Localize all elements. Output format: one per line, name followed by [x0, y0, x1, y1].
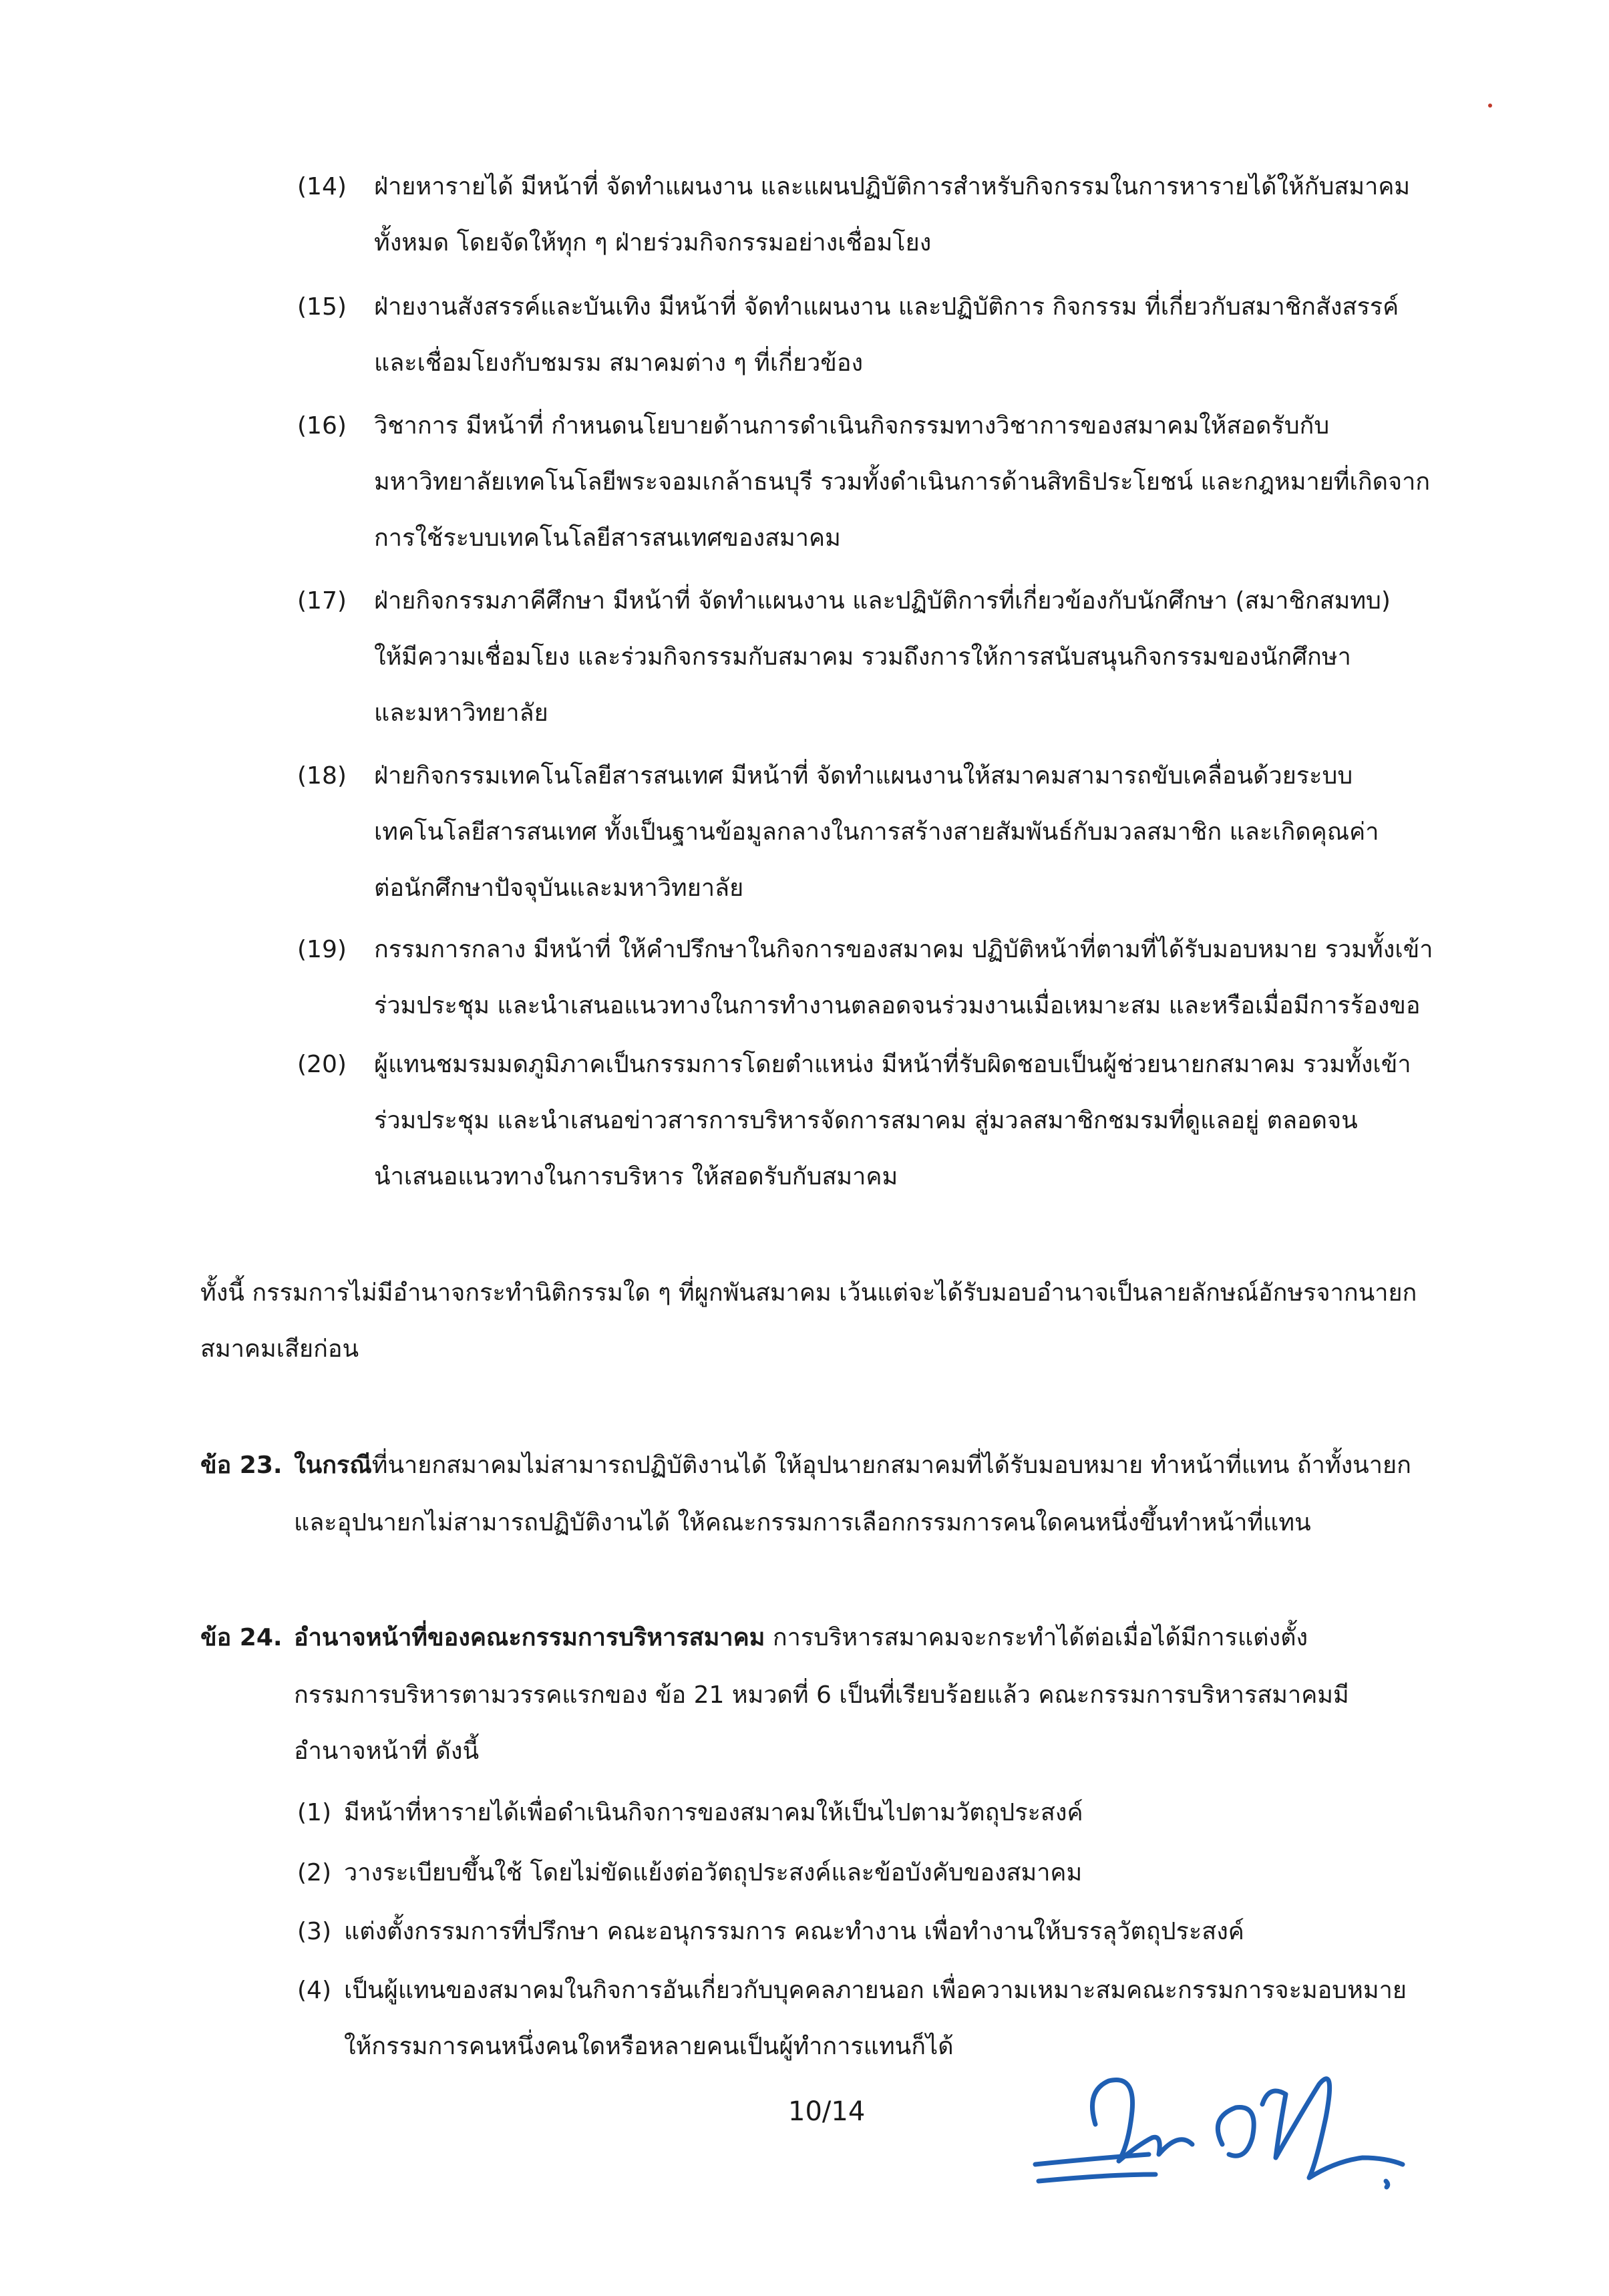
item-number: (19): [297, 936, 347, 963]
page-number: 10/14: [788, 2096, 866, 2127]
article-text: และอุปนายกไม่สามารถปฏิบัติงานได้ ให้คณะกรรมการเลือกกรรมการคนใดคนหนึ่งขึ้นทำหน้าที่แทน: [294, 1509, 1311, 1536]
item-text: กรรมการกลาง มีหน้าที่ ให้คำปรึกษาในกิจการของสมาคม ปฏิบัติหน้าที่ตามที่ได้รับมอบหมาย รวมทั้งเข้า: [374, 936, 1433, 963]
paragraph-text: สมาคมเสียก่อน: [200, 1335, 359, 1363]
article-23-line: [294, 1450, 1411, 1482]
item-text: ฝ่ายงานสังสรรค์และบันเทิง มีหน้าที่ จัดทำแผนงาน และปฏิบัติการ กิจกรรม ที่เกี่ยวกับสมาชิกสังสรรค์: [374, 293, 1399, 321]
item-text: วิชาการ มีหน้าที่ กำหนดนโยบายด้านการดำเนินกิจกรรมทางวิชาการของสมาคมให้สอดรับกับ: [374, 412, 1330, 440]
item-text: ทั้งหมด โดยจัดให้ทุก ๆ ฝ่ายร่วมกิจกรรมอย่างเชื่อมโยง: [374, 229, 932, 257]
item-text: การใช้ระบบเทคโนโลยีสารสนเทศของสมาคม: [374, 524, 841, 552]
item-text: นำเสนอแนวทางในการบริหาร ให้สอดรับกับสมาคม: [374, 1163, 898, 1190]
item-text: มหาวิทยาลัยเทคโนโลยีพระจอมเกล้าธนบุรี รวมทั้งดำเนินการด้านสิทธิประโยชน์ และกฎหมายที่เกิดจาก: [374, 468, 1431, 496]
item-text: ให้กรรมการคนหนึ่งคนใดหรือหลายคนเป็นผู้ทำการแทนก็ได้: [344, 2033, 954, 2060]
item-text: ฝ่ายกิจกรรมภาคีศึกษา มีหน้าที่ จัดทำแผนงาน และปฏิบัติการที่เกี่ยวข้องกับนักศึกษา (สมาชิกสมทบ): [374, 587, 1391, 615]
item-number: (2): [297, 1859, 331, 1887]
article-label: ข้อ 24.: [200, 1624, 283, 1651]
article-text: ที่นายกสมาคมไม่สามารถปฏิบัติงานได้ ให้อุปนายกสมาคมที่ได้รับมอบหมาย ทำหน้าที่แทน ถ้าทั้งนายก: [371, 1452, 1411, 1479]
item-text: ต่อนักศึกษาปัจจุบันและมหาวิทยาลัย: [374, 874, 744, 902]
item-text: แต่งตั้งกรรมการที่ปรึกษา คณะอนุกรรมการ คณะทำงาน เพื่อทำงานให้บรรลุวัตถุประสงค์: [344, 1918, 1244, 1945]
article-heading: อำนาจหน้าที่ของคณะกรรมการบริหารสมาคม: [294, 1624, 765, 1651]
article-text: อำนาจหน้าที่ ดังนี้: [294, 1738, 480, 1765]
item-number: (3): [297, 1918, 331, 1945]
item-number: (14): [297, 173, 347, 200]
item-text: ร่วมประชุม และนำเสนอข่าวสารการบริหารจัดการสมาคม สู่มวลสมาชิกชมรมที่ดูแลอยู่ ตลอดจน: [374, 1107, 1358, 1134]
item-number: (15): [297, 293, 347, 321]
item-number: (4): [297, 1977, 331, 2004]
item-text: และมหาวิทยาลัย: [374, 699, 548, 727]
article-heading: ในกรณี: [294, 1452, 372, 1479]
item-text: ผู้แทนชมรมมดภูมิภาคเป็นกรรมการโดยตำแหน่ง มีหน้าที่รับผิดชอบเป็นผู้ช่วยนายกสมาคม รวมทั้งเข้า: [374, 1051, 1411, 1078]
item-number: (18): [297, 762, 347, 790]
item-text: ฝ่ายหารายได้ มีหน้าที่ จัดทำแผนงาน และแผนปฏิบัติการสำหรับกิจกรรมในการหารายได้ให้กับสมาคม: [374, 173, 1411, 200]
item-text: มีหน้าที่หารายได้เพื่อดำเนินกิจการของสมาคมให้เป็นไปตามวัตถุประสงค์: [344, 1799, 1083, 1826]
item-text: วางระเบียบขึ้นใช้ โดยไม่ขัดแย้งต่อวัตถุประสงค์และข้อบังคับของสมาคม: [344, 1859, 1083, 1887]
item-text: และเชื่อมโยงกับชมรม สมาคมต่าง ๆ ที่เกี่ยวข้อง: [374, 349, 864, 377]
item-number: (16): [297, 412, 347, 440]
signature-icon: [1022, 2044, 1423, 2218]
item-number: (20): [297, 1051, 347, 1078]
article-24-line: [294, 1622, 1308, 1654]
item-text: ร่วมประชุม และนำเสนอแนวทางในการทำงานตลอดจนร่วมงานเมื่อเหมาะสม และหรือเมื่อมีการร้องขอ: [374, 992, 1421, 1019]
article-text: กรรมการบริหารตามวรรคแรกของ ข้อ 21 หมวดที่ 6 เป็นที่เรียบร้อยแล้ว คณะกรรมการบริหารสมาคมมี: [294, 1681, 1349, 1709]
item-number: (1): [297, 1799, 331, 1826]
item-text: เป็นผู้แทนของสมาคมในกิจการอันเกี่ยวกับบุคคลภายนอก เพื่อความเหมาะสมคณะกรรมการจะมอบหมาย: [344, 1977, 1407, 2004]
ink-speck: [1488, 104, 1492, 108]
item-text: ฝ่ายกิจกรรมเทคโนโลยีสารสนเทศ มีหน้าที่ จัดทำแผนงานให้สมาคมสามารถขับเคลื่อนด้วยระบบ: [374, 762, 1353, 790]
item-text: เทคโนโลยีสารสนเทศ ทั้งเป็นฐานข้อมูลกลางในการสร้างสายสัมพันธ์กับมวลสมาชิก และเกิดคุณค่า: [374, 818, 1379, 846]
article-label: ข้อ 23.: [200, 1452, 283, 1479]
paragraph-text: ทั้งนี้ กรรมการไม่มีอำนาจกระทำนิติกรรมใด ๆ ที่ผูกพันสมาคม เว้นแต่จะได้รับมอบอำนาจเป็นลายลักษณ์อักษรจากนายก: [200, 1279, 1417, 1307]
item-text: ให้มีความเชื่อมโยง และร่วมกิจกรรมกับสมาคม รวมถึงการให้การสนับสนุนกิจกรรมของนักศึกษา: [374, 643, 1351, 671]
item-number: (17): [297, 587, 347, 615]
article-text: การบริหารสมาคมจะกระทำได้ต่อเมื่อได้มีการแต่งตั้ง: [765, 1624, 1308, 1651]
